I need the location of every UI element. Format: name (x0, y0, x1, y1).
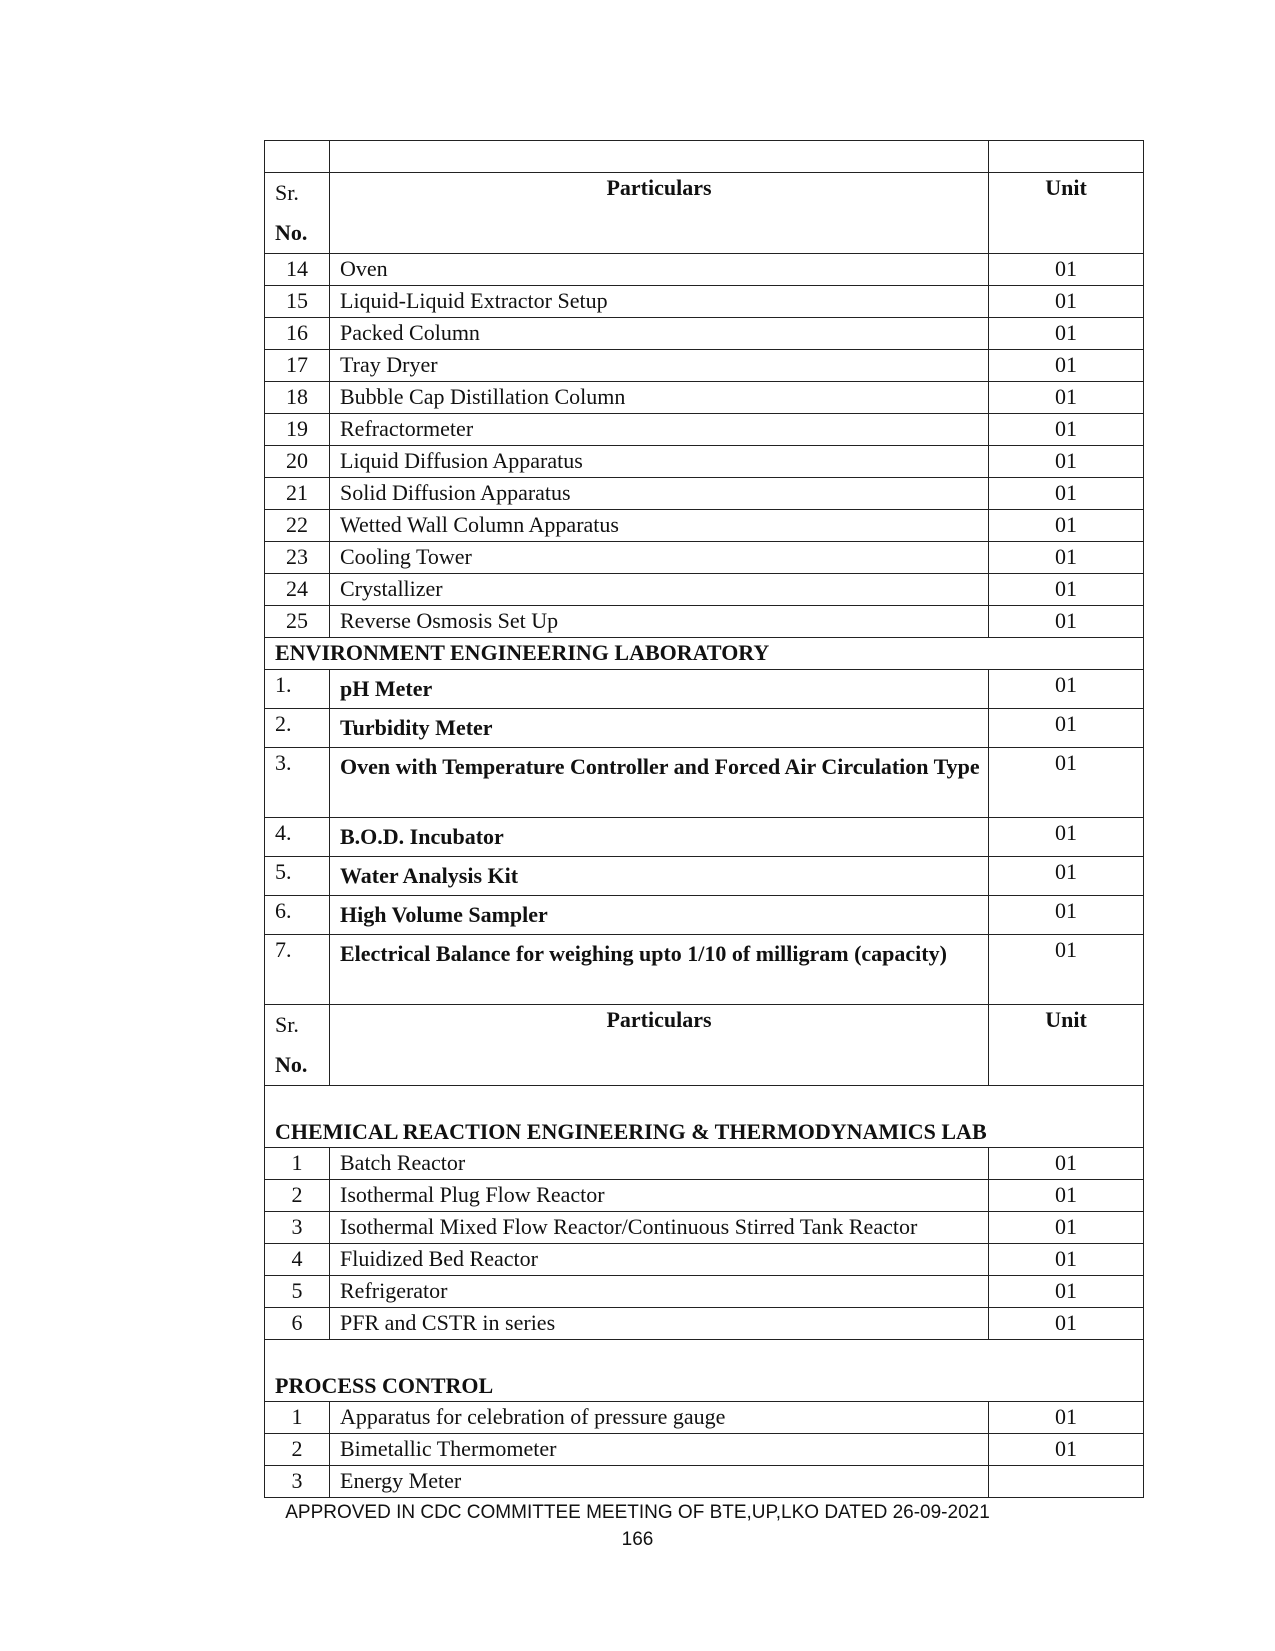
sr-cell: 15 (265, 286, 330, 318)
unit-cell: 01 (989, 935, 1144, 1005)
header-no: No. (275, 1052, 308, 1077)
item-cell: Packed Column (330, 318, 989, 350)
item-cell: Oven (330, 254, 989, 286)
item-cell: Electrical Balance for weighing upto 1/10 of milligram (capacity) (330, 935, 989, 1005)
table-row (265, 1308, 1144, 1340)
unit-cell: 01 (989, 1244, 1144, 1276)
unit-cell: 01 (989, 1434, 1144, 1466)
table-row (265, 446, 1144, 478)
unit-cell: 01 (989, 670, 1144, 709)
item-cell: PFR and CSTR in series (330, 1308, 989, 1340)
item-cell: Bimetallic Thermometer (330, 1434, 989, 1466)
unit-cell: 01 (989, 510, 1144, 542)
sr-cell: 1 (265, 1402, 330, 1434)
section-row-cre (265, 1086, 1144, 1148)
item-cell: Liquid Diffusion Apparatus (330, 446, 989, 478)
approval-footer: APPROVED IN CDC COMMITTEE MEETING OF BTE,UP,LKO DATED 26-09-2021 (285, 1502, 990, 1523)
header-particulars: Particulars (330, 1005, 989, 1086)
table-row (265, 896, 1144, 935)
unit-cell: 01 (989, 818, 1144, 857)
section-title-process-control: PROCESS CONTROL (265, 1340, 1144, 1402)
header-row-repeat (265, 1005, 1144, 1086)
sr-cell: 1 (265, 1148, 330, 1180)
table-row (265, 935, 1144, 1005)
unit-cell: 01 (989, 350, 1144, 382)
sr-cell: 6. (265, 896, 330, 935)
table-row (265, 606, 1144, 638)
item-cell: Oven with Temperature Controller and Forced Air Circulation Type (330, 748, 989, 818)
unit-cell: 01 (989, 896, 1144, 935)
sr-cell: 16 (265, 318, 330, 350)
item-cell: Refrigerator (330, 1276, 989, 1308)
table-row (265, 286, 1144, 318)
sr-cell: 23 (265, 542, 330, 574)
table-row (265, 1212, 1144, 1244)
section-title-environment: ENVIRONMENT ENGINEERING LABORATORY (265, 638, 1144, 670)
table-row (265, 748, 1144, 818)
unit-cell: 01 (989, 286, 1144, 318)
sr-cell: 3 (265, 1212, 330, 1244)
equipment-table (264, 140, 1144, 1498)
sr-cell: 4. (265, 818, 330, 857)
section-row-process-control (265, 1340, 1144, 1402)
table-row (265, 670, 1144, 709)
unit-cell: 01 (989, 446, 1144, 478)
table-row (265, 1434, 1144, 1466)
table-row (265, 382, 1144, 414)
header-particulars: Particulars (330, 173, 989, 254)
item-cell: Fluidized Bed Reactor (330, 1244, 989, 1276)
header-unit: Unit (989, 173, 1144, 254)
unit-cell: 01 (989, 318, 1144, 350)
table-row (265, 574, 1144, 606)
unit-cell: 01 (989, 542, 1144, 574)
table-row (265, 542, 1144, 574)
item-cell: Wetted Wall Column Apparatus (330, 510, 989, 542)
table-row (265, 1276, 1144, 1308)
item-cell: Crystallizer (330, 574, 989, 606)
unit-cell: 01 (989, 1402, 1144, 1434)
table-row (265, 709, 1144, 748)
unit-cell: 01 (989, 254, 1144, 286)
header-sr: Sr. (275, 180, 299, 205)
item-cell: High Volume Sampler (330, 896, 989, 935)
sr-cell: 6 (265, 1308, 330, 1340)
table-row (265, 414, 1144, 446)
item-cell: Water Analysis Kit (330, 857, 989, 896)
unit-cell: 01 (989, 414, 1144, 446)
item-cell: Solid Diffusion Apparatus (330, 478, 989, 510)
sr-cell: 5 (265, 1276, 330, 1308)
sr-cell: 2 (265, 1180, 330, 1212)
page-number: 166 (621, 1529, 654, 1550)
item-cell: Isothermal Mixed Flow Reactor/Continuous Stirred Tank Reactor (330, 1212, 989, 1244)
item-cell: Liquid-Liquid Extractor Setup (330, 286, 989, 318)
item-cell: Turbidity Meter (330, 709, 989, 748)
sr-cell: 5. (265, 857, 330, 896)
table-row (265, 350, 1144, 382)
unit-cell: 01 (989, 574, 1144, 606)
item-cell: pH Meter (330, 670, 989, 709)
header-sr-cell (265, 173, 330, 254)
item-cell: Bubble Cap Distillation Column (330, 382, 989, 414)
sr-cell: 4 (265, 1244, 330, 1276)
table-row (265, 318, 1144, 350)
sr-cell: 19 (265, 414, 330, 446)
unit-cell (989, 1466, 1144, 1498)
item-cell: Apparatus for celebration of pressure gauge (330, 1402, 989, 1434)
table-row (265, 1180, 1144, 1212)
table-row (265, 510, 1144, 542)
blank-row (265, 141, 1144, 173)
sr-cell: 20 (265, 446, 330, 478)
item-cell: Energy Meter (330, 1466, 989, 1498)
unit-cell: 01 (989, 857, 1144, 896)
unit-cell: 01 (989, 709, 1144, 748)
sr-cell: 14 (265, 254, 330, 286)
unit-cell: 01 (989, 1212, 1144, 1244)
sr-cell: 7. (265, 935, 330, 1005)
item-cell: Refractormeter (330, 414, 989, 446)
item-cell: B.O.D. Incubator (330, 818, 989, 857)
table-row (265, 254, 1144, 286)
sr-cell: 22 (265, 510, 330, 542)
unit-cell: 01 (989, 382, 1144, 414)
unit-cell: 01 (989, 1148, 1144, 1180)
item-cell: Batch Reactor (330, 1148, 989, 1180)
sr-cell: 2. (265, 709, 330, 748)
sr-cell: 24 (265, 574, 330, 606)
sr-cell: 18 (265, 382, 330, 414)
sr-cell: 3 (265, 1466, 330, 1498)
item-cell: Tray Dryer (330, 350, 989, 382)
table-row (265, 1466, 1144, 1498)
item-cell: Isothermal Plug Flow Reactor (330, 1180, 989, 1212)
unit-cell: 01 (989, 606, 1144, 638)
unit-cell: 01 (989, 1276, 1144, 1308)
header-sr: Sr. (275, 1012, 299, 1037)
header-row (265, 173, 1144, 254)
unit-cell: 01 (989, 748, 1144, 818)
section-title-cre: CHEMICAL REACTION ENGINEERING & THERMODYNAMICS LAB (265, 1086, 1144, 1148)
table-row (265, 478, 1144, 510)
header-unit: Unit (989, 1005, 1144, 1086)
sr-cell: 2 (265, 1434, 330, 1466)
unit-cell: 01 (989, 1180, 1144, 1212)
sr-cell: 17 (265, 350, 330, 382)
table-row (265, 1402, 1144, 1434)
section-row-environment (265, 638, 1144, 670)
item-cell: Reverse Osmosis Set Up (330, 606, 989, 638)
table-row (265, 1148, 1144, 1180)
sr-cell: 1. (265, 670, 330, 709)
unit-cell: 01 (989, 1308, 1144, 1340)
table-row (265, 1244, 1144, 1276)
table-row (265, 818, 1144, 857)
sr-cell: 21 (265, 478, 330, 510)
unit-cell: 01 (989, 478, 1144, 510)
table-row (265, 857, 1144, 896)
sr-cell: 25 (265, 606, 330, 638)
header-no: No. (275, 220, 308, 245)
header-sr-cell (265, 1005, 330, 1086)
item-cell: Cooling Tower (330, 542, 989, 574)
sr-cell: 3. (265, 748, 330, 818)
